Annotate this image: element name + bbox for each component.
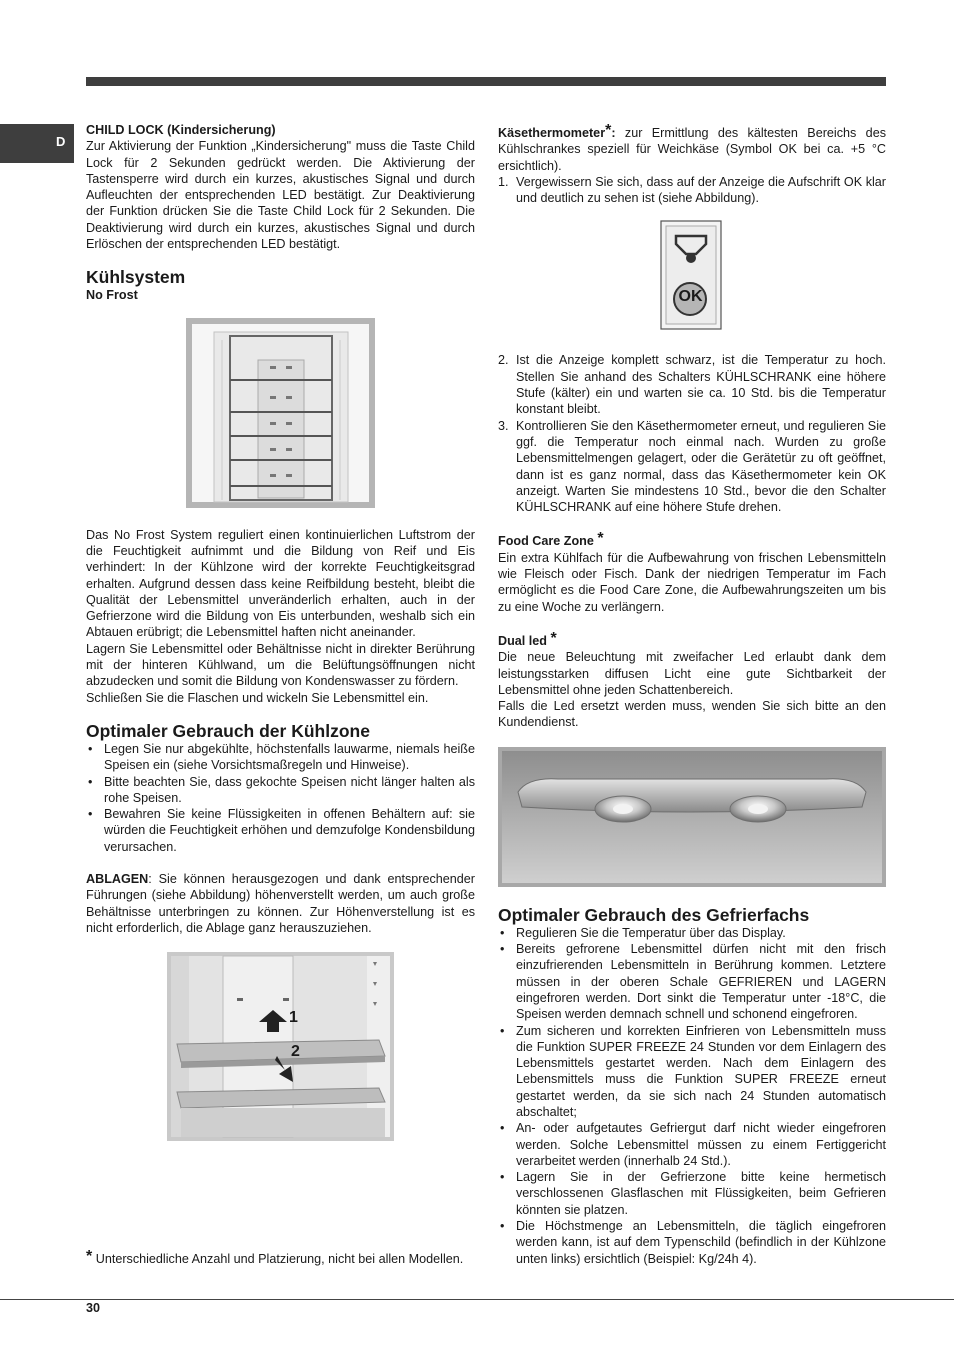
kaese-star: * bbox=[605, 122, 612, 139]
step-text: Kontrollieren Sie den Käsethermometer erneut, und regulieren Sie ggf. die Temperatur noch einmal nach. Wurden zu große Lebensmittelmengen gelagert, oder die Gerätetür zu oft geöffnet, dann ist es ganz normal, dass das Käsethermometer kein OK anzeigt. Warten Sie mindestens 10 Std., bevor die den Schalter KÜHLSCHRANK auf eine höhere Stufe drehen. bbox=[516, 418, 886, 515]
led-light-illustration bbox=[498, 747, 886, 887]
step-number: 1. bbox=[498, 174, 509, 189]
kuehlzone-heading: Optimaler Gebrauch der Kühlzone bbox=[86, 720, 370, 741]
food-care-text: Ein extra Kühlfach für die Aufbewahrung von frischen Lebensmitteln wie Fleisch oder Fisch. Dank der niedrigen Temperatur im Fach ermöglicht es die Food Care Zone, die Aufbewahrungszeiten um bis zu eine Woche zu verlängern. bbox=[498, 550, 886, 614]
arrow-label-1: 1 bbox=[289, 1009, 298, 1027]
gefrierfach-list bbox=[498, 925, 886, 1267]
list-item: • Regulieren Sie die Temperatur über das Display. bbox=[498, 925, 886, 941]
footnote bbox=[86, 1249, 475, 1267]
dual-led-heading bbox=[498, 631, 886, 649]
list-item: • An- oder aufgetautes Gefriergut darf nicht wieder eingefroren werden. Solche Lebensmittel müssen zu einem Fertiggericht verarbeitet werden (innerhalb 24 Std.). bbox=[498, 1120, 886, 1169]
right-column bbox=[498, 120, 886, 1267]
no-frost-fridge-image bbox=[186, 318, 375, 508]
list-item: • Lagern Sie in der Gefrierzone bitte keine hermetisch verschlossenen Glasflaschen mit Flüssigkeiten, beim Gefrieren könnten sie platzen. bbox=[498, 1169, 886, 1218]
language-code: D bbox=[56, 134, 66, 149]
list-item: • Bewahren Sie keine Flüssigkeiten in offenen Behältern auf: sie würden die Feuchtigkeit erhöhen und demzufolge Kondensbildung verursachen. bbox=[86, 806, 475, 855]
footnote-text: Unterschiedliche Anzahl und Platzierung, nicht bei allen Modellen. bbox=[95, 1252, 464, 1266]
kaese-steps-part2 bbox=[498, 352, 886, 515]
ablagen-label: ABLAGEN bbox=[86, 872, 149, 887]
kaese-intro bbox=[498, 123, 886, 174]
no-frost-paragraph-3: Schließen Sie die Flaschen und wickeln Sie Lebensmittel ein. bbox=[86, 690, 429, 705]
footer-rule bbox=[0, 1299, 954, 1300]
kuehlzone-list bbox=[86, 741, 475, 855]
dual-led-paragraph-2: Falls die Led ersetzt werden muss, wenden Sie sich bitte an den Kundendienst. bbox=[498, 699, 886, 730]
kaese-steps-part1 bbox=[498, 174, 886, 207]
thermometer-illustration bbox=[660, 220, 722, 330]
fridge-interior-illustration bbox=[186, 318, 375, 508]
dual-led-star: * bbox=[550, 629, 557, 647]
food-care-label: Food Care Zone bbox=[498, 534, 594, 549]
ablagen-paragraph bbox=[86, 871, 475, 936]
dual-led-image bbox=[498, 747, 886, 887]
child-lock-heading: CHILD LOCK (Kindersicherung) bbox=[86, 123, 276, 137]
step-number: 3. bbox=[498, 418, 509, 433]
cheese-thermometer-image bbox=[660, 220, 722, 330]
kaese-intro-text: zur Ermittlung des kältesten Bereichs des Kühlschrankes speziell für Weichkäse (Symbol OK bei ca. +5 °C ersichtlich). bbox=[498, 126, 886, 173]
list-item bbox=[498, 418, 886, 516]
no-frost-paragraph-1: Das No Frost System reguliert einen kontinuierlichen Luftstrom der die Feuchtigkeit aufnimmt und die Bildung von Reif und Eis verhindert: In der Kühlzone wird der korrekte Feuchtigkeitsgrad erhalten. Aufgrund dessen dass keine Reifbildung besteht, bleibt die Qualität der Lebensmittel unveränderlich erhalten, auch in der Gefrierzone wird die Bildung von Eis unterbunden, weshalb sich ein Abtauen erübrigt; die Lebensmittel haften nicht aneinander. bbox=[86, 527, 475, 640]
food-care-heading bbox=[498, 531, 886, 549]
list-item: • Legen Sie nur abgekühlte, höchstenfalls lauwarme, niemals heiße Speisen ein (siehe Vorsichtsmaßregeln und Hinweise). bbox=[86, 741, 475, 774]
gefrierfach-heading: Optimaler Gebrauch des Gefrierfachs bbox=[498, 904, 810, 925]
footnote-star: * bbox=[86, 1248, 93, 1265]
dual-led-label: Dual led bbox=[498, 633, 547, 648]
shelf-adjust-image bbox=[167, 952, 394, 1141]
step-text: Ist die Anzeige komplett schwarz, ist die Temperatur zu hoch. Stellen Sie anhand des Schalters KÜHLSCHRANK eine höhere Stufe (kälter) ein und warten sie ca. 10 Std. bis die Temperatur konstant bleibt. bbox=[516, 353, 886, 417]
list-item: • Die Höchstmenge an Lebensmitteln, die täglich eingefroren werden kann, ist auf dem Typenschild (befindlich in der Kühlzone unten links) ersichtlich (Beispiel: Kg/24h 4). bbox=[498, 1218, 886, 1267]
left-column bbox=[86, 120, 475, 1141]
list-item: • Bereits gefrorene Lebensmittel dürfen nicht mit den frisch einzufrierenden Lebensmitteln in Berührung kommen. Letztere müssen in der oberen Schale GEFRIEREN und LAGERN eingefroren werden. Dort sinkt die Temperatur unter -18°C, die Speisen werden demnach schnell und schonend eingefroren. bbox=[498, 941, 886, 1022]
list-item: • Bitte beachten Sie, dass gekochte Speisen nicht länger halten als rohe Speisen. bbox=[86, 774, 475, 807]
step-text: Vergewissern Sie sich, dass auf der Anzeige die Aufschrift OK klar und deutlich zu sehen ist (siehe Abbildung). bbox=[516, 174, 886, 206]
kaese-label: Käsethermometer bbox=[498, 126, 606, 140]
step-number: 2. bbox=[498, 353, 509, 368]
no-frost-subheading: No Frost bbox=[86, 288, 138, 303]
kaese-colon: : bbox=[611, 126, 616, 140]
no-frost-paragraph-2: Lagern Sie Lebensmittel oder Behältnisse nicht in direkter Berührung mit der hinteren Kühlwand, um die Belüftungsöffnungen nicht abzudecken und somit die Bildung von Kondenswasser zu fördern. bbox=[86, 641, 475, 689]
ablagen-text: : Sie können herausgezogen und dank entsprechender Führungen (siehe Abbildung) höhenverstellt werden, um auch große Behältnisse unterbringen zu können. Zur Höhenverstellung ist es nicht erforderlich, die Ablage ganz herauszuziehen. bbox=[86, 872, 475, 935]
language-tab bbox=[0, 124, 74, 163]
page-number: 30 bbox=[86, 1301, 101, 1315]
header-bar bbox=[86, 77, 886, 86]
list-item bbox=[498, 352, 886, 417]
dual-led-paragraph-1: Die neue Beleuchtung mit zweifacher Led erlaubt dank dem leistungsstarken diffusen Licht eine gute Sichtbarkeit der Lebensmittel ohne jeden Schattenbereich. bbox=[498, 650, 886, 697]
list-item: • Zum sicheren und korrekten Einfrieren von Lebensmitteln muss die Funktion SUPER FREEZE 24 Stunden vor dem Einlagern des Lebensmittels gestartet werden. Nach dem Einlagern des Lebensmittels muss die Funktion SUPER FREEZE erneut gestartet werden, da sie sich nach 24 Stunden automatisch abschaltet; bbox=[498, 1023, 886, 1121]
kuehlsystem-heading: Kühlsystem bbox=[86, 267, 186, 288]
child-lock-text: Zur Aktivierung der Funktion „Kindersicherung" muss die Taste Child Lock für 2 Sekunden gedrückt werden. Die Aktivierung der Tastensperre wird durch ein kurzes, akustisches Signal und durch Aufleuchten der entsprechenden LED bestätigt. Zur Deaktivierung der Funktion drücken Sie die Taste Child Lock für 2 Sekunden. Die Deaktivierung wird durch ein kurzes, akustisches Signal und durch Erlöschen der entsprechenden LED bestätigt. bbox=[86, 139, 475, 252]
list-item bbox=[498, 174, 886, 207]
shelf-illustration bbox=[167, 952, 394, 1141]
arrow-label-2: 2 bbox=[291, 1043, 300, 1061]
ok-label: OK bbox=[678, 288, 703, 306]
food-care-star: * bbox=[597, 530, 604, 548]
